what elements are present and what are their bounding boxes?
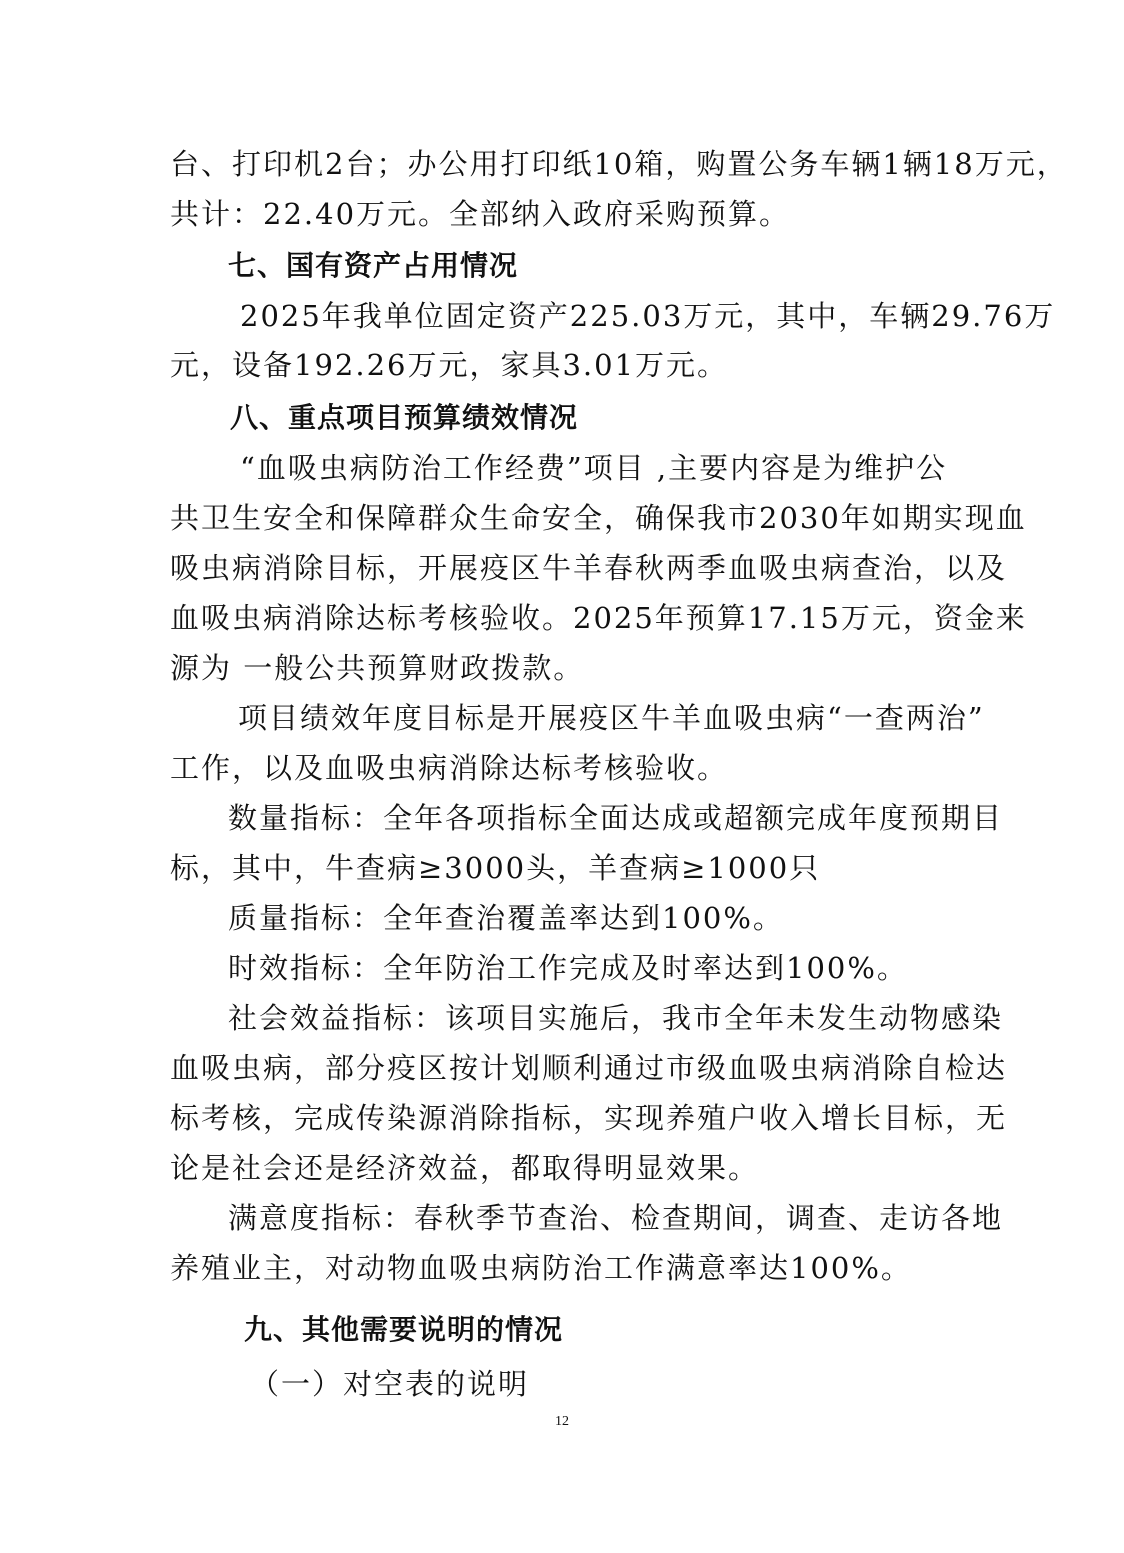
body-line: 质量指标：全年查治覆盖率达到100%。 bbox=[228, 901, 784, 935]
body-line: 标，其中，牛查病≥3000头，羊查病≥1000只 bbox=[170, 851, 821, 885]
section-heading: 七、国有资产占用情况 bbox=[228, 249, 519, 282]
body-line: 血吸虫病，部分疫区按计划顺利通过市级血吸虫病消除自检达 bbox=[170, 1051, 1008, 1085]
body-line: 工作，以及血吸虫病消除达标考核验收。 bbox=[170, 751, 729, 785]
section-heading: 九、其他需要说明的情况 bbox=[244, 1313, 564, 1346]
body-line: 元，设备192.26万元，家具3.01万元。 bbox=[170, 348, 729, 382]
body-line: 标考核，完成传染源消除指标，实现养殖户收入增长目标，无 bbox=[170, 1101, 1008, 1135]
body-line: 共卫生安全和保障群众生命安全，确保我市2030年如期实现血 bbox=[170, 501, 1027, 535]
body-line: 2025年我单位固定资产225.03万元，其中，车辆29.76万 bbox=[240, 299, 1056, 333]
body-line: 社会效益指标：该项目实施后，我市全年未发生动物感染 bbox=[228, 1001, 1004, 1035]
body-line: 共计：22.40万元。全部纳入政府采购预算。 bbox=[170, 197, 791, 231]
body-line: 台、打印机2台；办公用打印纸10箱，购置公务车辆1辆18万元， bbox=[170, 147, 1068, 181]
section-heading: 八、重点项目预算绩效情况 bbox=[230, 401, 579, 434]
body-line: 项目绩效年度目标是开展疫区牛羊血吸虫病“一查两治” bbox=[238, 701, 985, 735]
body-line: 数量指标：全年各项指标全面达成或超额完成年度预期目 bbox=[228, 801, 1004, 835]
body-line: 时效指标：全年防治工作完成及时率达到100%。 bbox=[228, 951, 908, 985]
body-line: 血吸虫病消除达标考核验收。2025年预算17.15万元，资金来 bbox=[170, 601, 1027, 635]
body-line: 满意度指标：春秋季节查治、检查期间，调查、走访各地 bbox=[228, 1201, 1004, 1235]
body-line: “血吸虫病防治工作经费”项目 ,主要内容是为维护公 bbox=[240, 451, 948, 485]
body-line: 源为 一般公共预算财政拨款。 bbox=[170, 651, 585, 685]
body-line: 养殖业主，对动物血吸虫病防治工作满意率达100%。 bbox=[170, 1251, 912, 1285]
body-line: 吸虫病消除目标，开展疫区牛羊春秋两季血吸虫病查治，以及 bbox=[170, 551, 1008, 585]
page-number: 12 bbox=[555, 1414, 569, 1429]
body-line: 论是社会还是经济效益，都取得明显效果。 bbox=[170, 1151, 760, 1185]
subsection-heading: （一）对空表的说明 bbox=[250, 1367, 530, 1401]
